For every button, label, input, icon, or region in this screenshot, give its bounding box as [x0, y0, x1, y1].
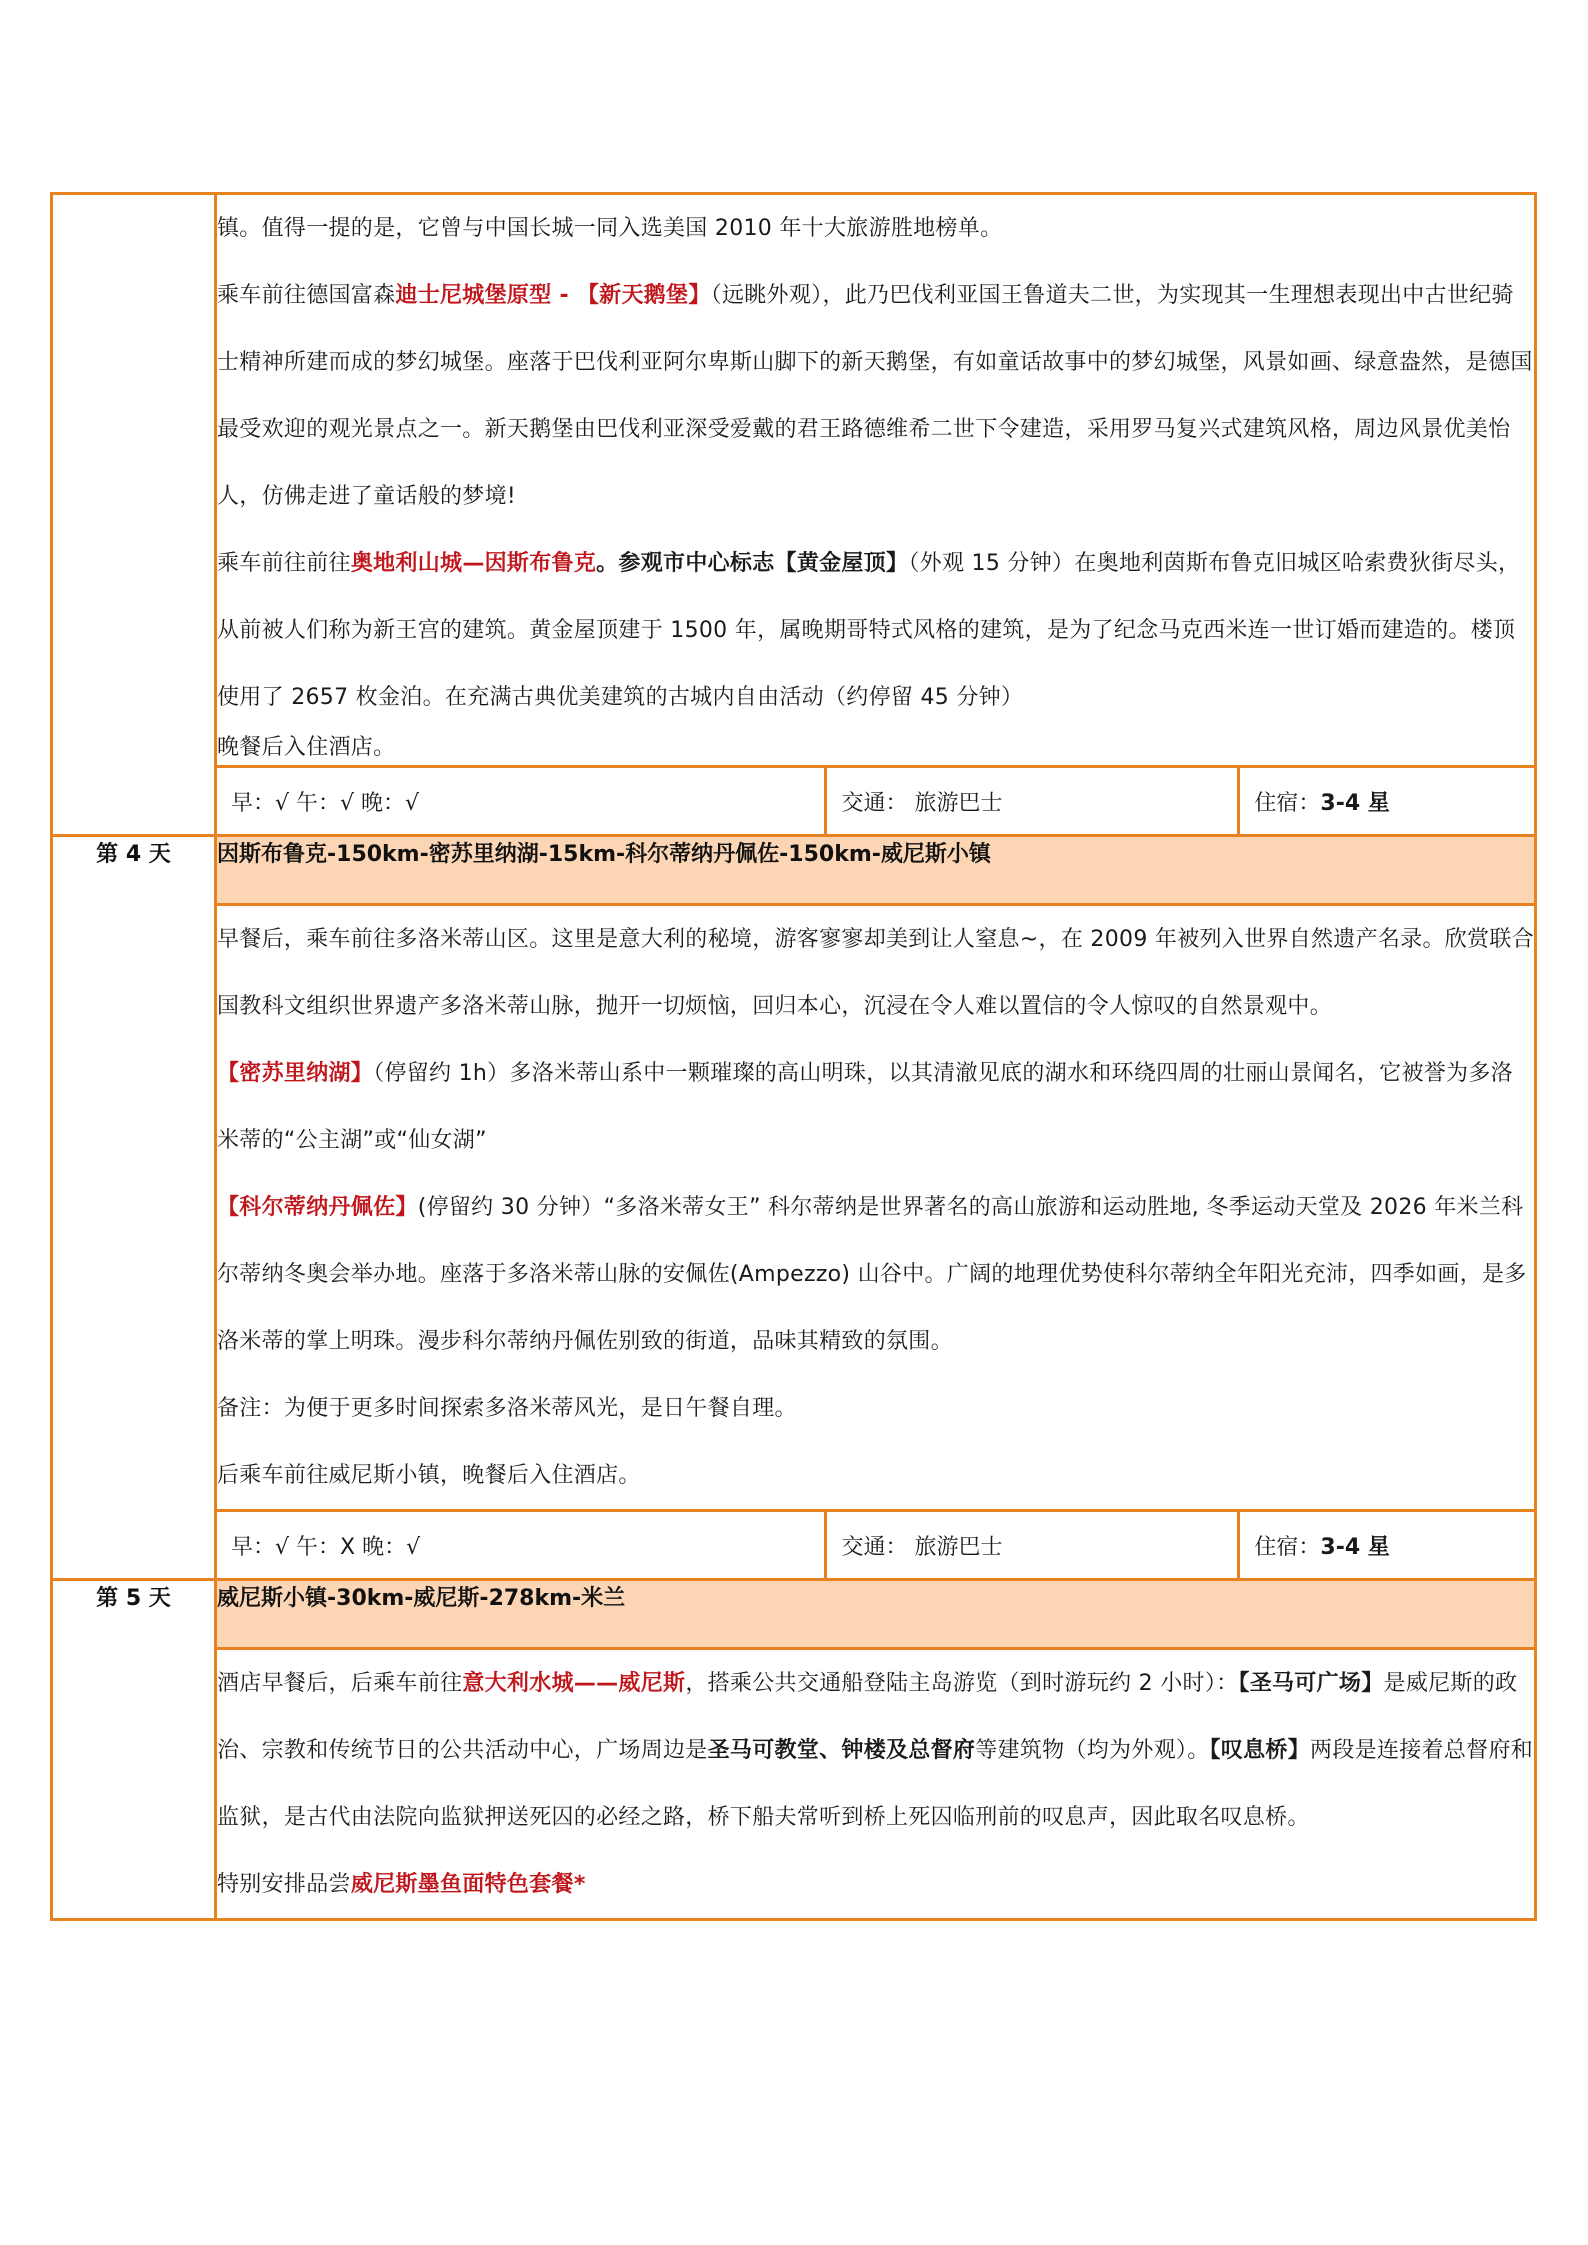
day4-label: 第 4 天 [52, 836, 216, 1580]
day4-description [216, 905, 1536, 1511]
day3-paragraph-4: 晚餐后入住酒店。 [217, 735, 396, 760]
neuschwanstein-highlight: 迪士尼城堡原型 - 【新天鹅堡】 [395, 283, 711, 308]
day4-hotel: 住宿：3-4 星 [1254, 1534, 1390, 1560]
day4-content-row [52, 905, 1536, 1511]
day3-meals: 早：√ 午：√ 晚：√ [217, 768, 826, 834]
day4-transport: 交通： 旅游巴士 [826, 1512, 1239, 1578]
day3-meta [217, 768, 1534, 834]
day3-paragraph-3: 乘车前往前往奥地利山城—因斯布鲁克。参观市中心标志【黄金屋顶】（外观 15 分钟）在奥地利茵斯布鲁克旧城区哈索费狄街尽头，从前被人们称为新王宫的建筑。黄金屋顶建于 1500 年，属晚期哥特式风格的建筑，是为了纪念马克西米连一世订婚而建造的。楼顶使用了 2657 枚金泊。在充满古典优美建筑的古城内自由活动（约停留 45 分钟） [217, 551, 1521, 710]
day5-route-row [52, 1580, 1536, 1649]
bridge-of-sighs-highlight: 【叹息桥】 [1209, 1738, 1311, 1763]
day3-content-row [52, 194, 1536, 767]
day4-paragraph-5: 后乘车前往威尼斯小镇，晚餐后入住酒店。 [217, 1463, 641, 1488]
day4-meals: 早：√ 午：X 晚：√ [217, 1512, 826, 1578]
day4-note: 备注：为便于更多时间探索多洛米蒂风光，是日午餐自理。 [217, 1396, 797, 1421]
day5-route: 威尼斯小镇-30km-威尼斯-278km-米兰 [216, 1580, 1536, 1649]
day4-route: 因斯布鲁克-150km-密苏里纳湖-15km-科尔蒂纳丹佩佐-150km-威尼斯小镇 [216, 836, 1536, 905]
venice-highlight: 意大利水城——威尼斯 [462, 1671, 686, 1696]
misurina-lake-highlight: 【密苏里纳湖】 [217, 1061, 374, 1086]
cortina-highlight: 【科尔蒂纳丹佩佐】 [217, 1195, 418, 1220]
day4-meta [217, 1512, 1534, 1578]
day3-hotel: 住宿：3-4 星 [1254, 790, 1390, 816]
day3-transport: 交通： 旅游巴士 [826, 768, 1239, 834]
squid-ink-pasta-highlight: 威尼斯墨鱼面特色套餐* [350, 1872, 586, 1897]
san-marco-square-highlight: 【圣马可广场】 [1238, 1671, 1384, 1696]
day3-paragraph-1: 镇。值得一提的是，它曾与中国长城一同入选美国 2010 年十大旅游胜地榜单。 [217, 216, 1003, 241]
itinerary-table [50, 192, 1537, 1921]
day5-paragraph-1: 酒店早餐后，后乘车前往意大利水城——威尼斯，搭乘公共交通船登陆主岛游览（到时游玩约 2 小时）：【圣马可广场】是威尼斯的政治、宗教和传统节日的公共活动中心，广场周边是圣马可教堂、钟楼及总督府等建筑物（均为外观）。【叹息桥】两段是连接着总督府和监狱，是古代由法院向监狱押送死囚的必经之路，桥下船夫常听到桥上死囚临刑前的叹息声，因此取名叹息桥。 [217, 1671, 1534, 1830]
day4-paragraph-2: 【密苏里纳湖】（停留约 1h）多洛米蒂山系中一颗璀璨的高山明珠，以其清澈见底的湖水和环绕四周的壮丽山景闻名，它被誉为多洛米蒂的“公主湖”或“仙女湖” [217, 1061, 1513, 1153]
golden-roof-highlight: 【黄金屋顶】 [774, 551, 909, 576]
day5-description [216, 1649, 1536, 1920]
day5-paragraph-2: 特别安排品尝威尼斯墨鱼面特色套餐* [217, 1872, 586, 1897]
day3-description [216, 194, 1536, 767]
day5-label: 第 5 天 [52, 1580, 216, 1920]
day3-label-cell [52, 194, 216, 836]
day3-paragraph-2: 乘车前往德国富森迪士尼城堡原型 - 【新天鹅堡】（远眺外观），此乃巴伐利亚国王鲁道夫二世，为实现其一生理想表现出中古世纪骑士精神所建而成的梦幻城堡。座落于巴伐利亚阿尔卑斯山脚下的新天鹅堡，有如童话故事中的梦幻城堡，风景如画、绿意盎然，是德国最受欢迎的观光景点之一。新天鹅堡由巴伐利亚深受爱戴的君王路德维希二世下令建造，采用罗马复兴式建筑风格，周边风景优美怡人，仿佛走进了童话般的梦境! [217, 283, 1533, 509]
day4-paragraph-3: 【科尔蒂纳丹佩佐】(停留约 30 分钟）“多洛米蒂女王” 科尔蒂纳是世界著名的高山旅游和运动胜地, 冬季运动天堂及 2026 年米兰科尔蒂纳冬奥会举办地。座落于多洛米蒂山脉的安佩佐(Ampezzo) 山谷中。广阔的地理优势使科尔蒂纳全年阳光充沛，四季如画，是多洛米蒂的掌上明珠。漫步科尔蒂纳丹佩佐别致的街道，品味其精致的氛围。 [217, 1195, 1527, 1354]
day4-paragraph-1: 早餐后，乘车前往多洛米蒂山区。这里是意大利的秘境，游客寥寥却美到让人窒息~，在 2009 年被列入世界自然遗产名录。欣赏联合国教科文组织世界遗产多洛米蒂山脉，抛开一切烦恼，回归本心，沉浸在令人难以置信的令人惊叹的自然景观中。 [217, 927, 1535, 1019]
san-marco-buildings-highlight: 圣马可教堂、钟楼及总督府 [707, 1738, 976, 1763]
day4-meta-row [52, 1511, 1536, 1580]
day3-meta-row [52, 767, 1536, 836]
innsbruck-highlight: 奥地利山城—因斯布鲁克 [350, 551, 597, 576]
day4-route-row [52, 836, 1536, 905]
day5-content-row [52, 1649, 1536, 1920]
